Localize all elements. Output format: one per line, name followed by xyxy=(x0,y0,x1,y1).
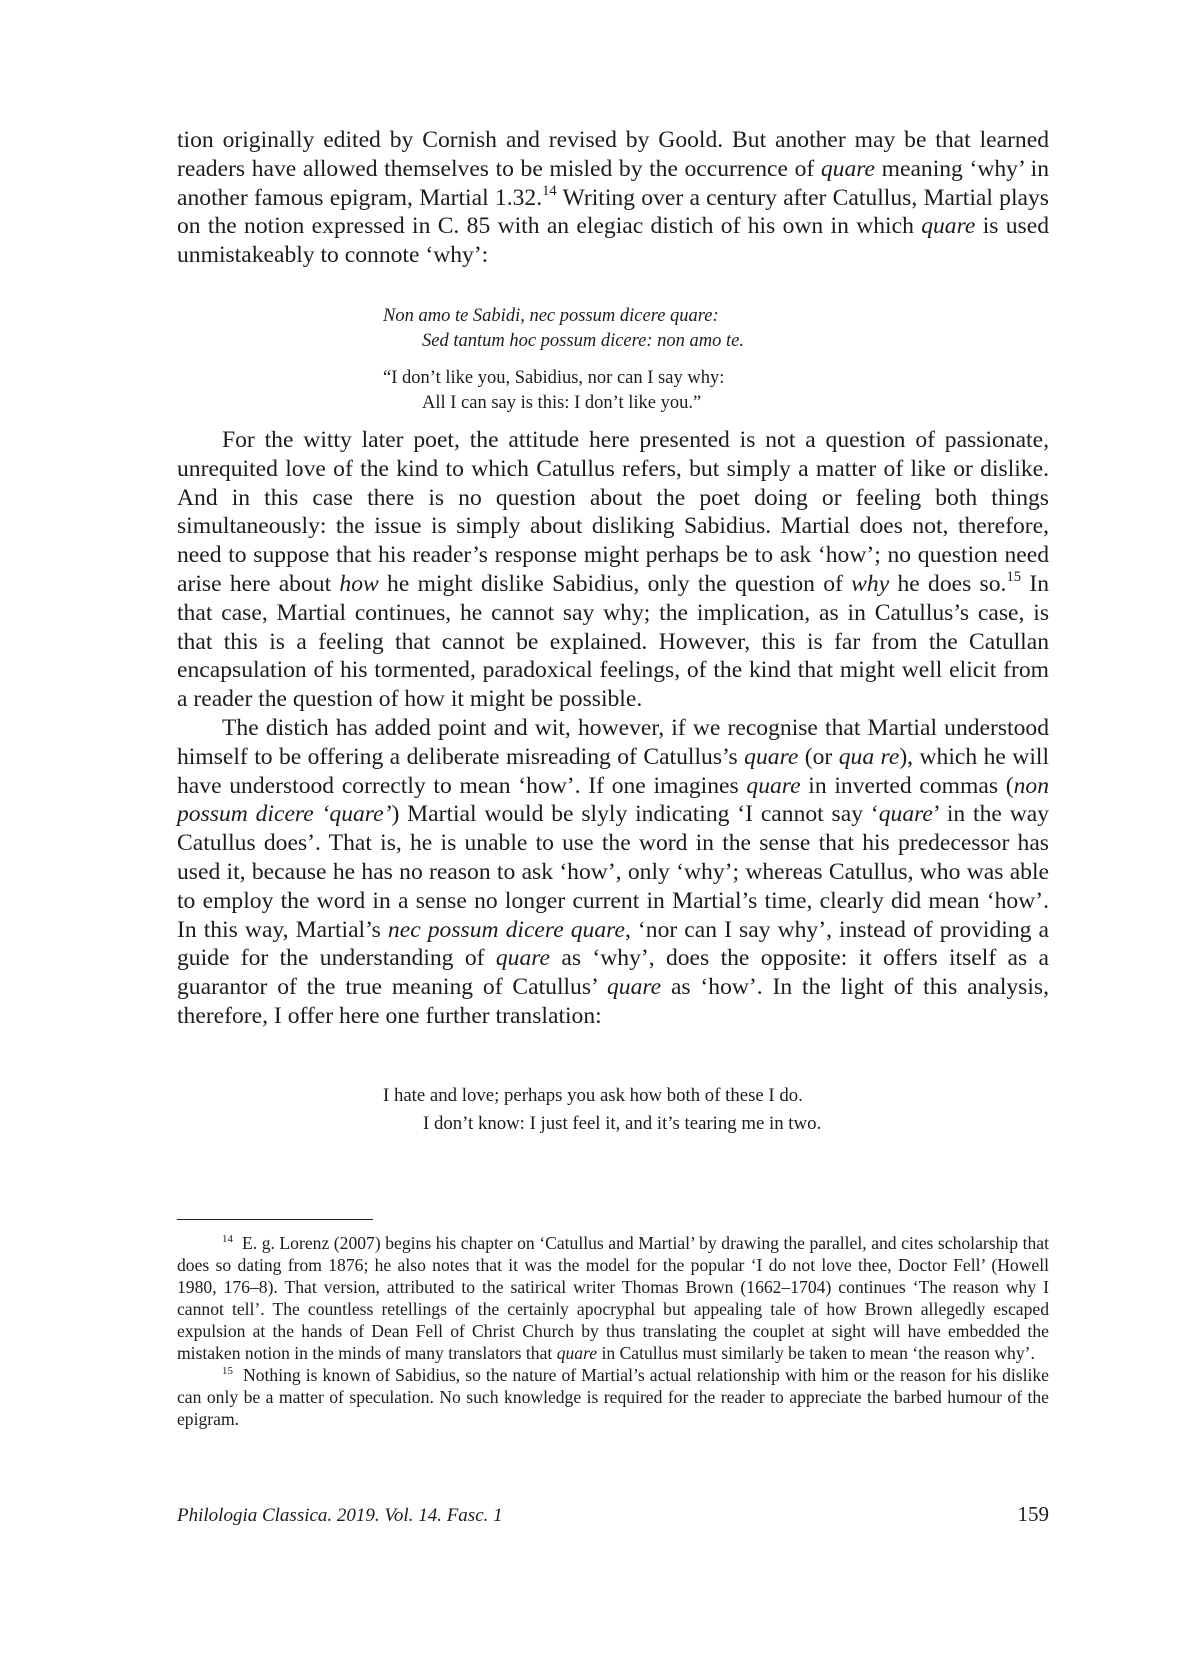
italic-term: quare xyxy=(744,743,799,770)
italic-term: how xyxy=(339,570,379,597)
text-run: For the witty later poet, the attitude here presented is not a question of passionate, unrequited love of the kind to which Catullus refers, but simply a matter of like or dislike. And in this case there is no question about the poet doing or feeling both things simultaneously: the issue is simply about disliking Sabidius. Martial does not, therefore, need to suppose that his reader’s response might perhaps be to ask ‘how’; no question need arise here about xyxy=(177,427,1049,597)
text-run: tion originally edited by Cornish and revised by Goold. But another may be that learned readers have allowed themselves to be misled by the occurrence of xyxy=(177,127,1049,182)
italic-term: quare xyxy=(606,974,662,1001)
footnote-15 xyxy=(177,1364,1049,1430)
text-run: meaning ‘why’ in another famous epigram, Martial 1.32. xyxy=(177,155,1050,211)
text-run: ’ in the way Catullus does’. That is, he is unable to use the word in the sense that his predecessor has used it, because he has no reason to ask ‘how’, only ‘why’; whereas Catullus, who was able to employ the word in a sense no longer current in Martial’s time, clearly did mean ‘how’. In this way, Martial’s xyxy=(177,801,1050,943)
verse-line-2: Sed tantum hoc possum dicere: non amo te. xyxy=(422,331,744,351)
verse-line-2: I don’t know: I just feel it, and it’s tearing me in two. xyxy=(423,1113,822,1134)
italic-term: qua re xyxy=(838,743,900,770)
footnote-ref-15[interactable]: 15 xyxy=(1006,569,1022,586)
text-run: In that case, Martial continues, he cannot say why; the implication, as in Catullus’s case, is that this is a feeling that cannot be explained. However, this is far from the Catullan encapsulation of his tormented, paradoxical feelings, of the kind that might well elicit from a reader the question of how it might be possible. xyxy=(177,570,1050,713)
journal-citation: Philologia Classica. 2019. Vol. 14. Fasc. 1 xyxy=(177,1505,503,1526)
italic-term: non possum dicere ‘quare’ xyxy=(177,772,1049,828)
text-run: he does so. xyxy=(889,570,1007,597)
main-text-top xyxy=(177,126,1049,270)
verse-line-2: All I can say is this: I don’t like you.” xyxy=(422,393,702,413)
footnote-ref-14[interactable]: 14 xyxy=(542,183,557,200)
italic-term: quare xyxy=(556,1343,598,1363)
text-run: E. g. Lorenz (2007) begins his chapter on ‘Catullus and Martial’ by drawing the parallel, and cites scholarship that does so dating from 1876; he also notes that it was the model for the popular ‘I do not love thee, Doctor Fell’ (Howell 1980, 176–8). That version, attributed to the satirical writer Thomas Brown (1662–1704) continues ‘The reason why I cannot tell’. The countless retellings of the certainly apocryphal but appealing tale of how Brown allegedly escaped expulsion at the hands of Dean Fell of Christ Church by thus translating the couplet at sight will have embedded the mistaken notion in the minds of many translators that xyxy=(177,1233,1049,1363)
verse-line-1: Non amo te Sabidi, nec possum dicere quare: xyxy=(383,306,719,326)
english-translation xyxy=(383,366,724,416)
paragraph-witty-poet xyxy=(177,426,1049,714)
paragraph-distich xyxy=(177,714,1049,1031)
text-run: ) Martial would be slyly indicating ‘I cannot say ‘ xyxy=(391,801,879,828)
latin-epigram xyxy=(383,304,744,354)
text-run: (or xyxy=(798,743,839,770)
text-run: Nothing is known of Sabidius, so the nature of Martial’s actual relationship with him or the reason for his dislike can only be a matter of speculation. No such knowledge is required for the reader to appreciate the barbed humour of the epigram. xyxy=(177,1365,1049,1429)
italic-term: quare xyxy=(746,772,801,799)
verse-line-1: “I don’t like you, Sabidius, nor can I say why: xyxy=(383,368,725,388)
text-run: Writing over a century after Catullus, Martial plays on the notion expressed in C. 85 with an elegiac distich of his own in which xyxy=(177,184,1049,240)
footnote-divider xyxy=(177,1219,373,1220)
text-run: he might dislike Sabidius, only the question of xyxy=(378,570,852,597)
footnote-14 xyxy=(177,1232,1049,1364)
verse-line-1: I hate and love; perhaps you ask how both of these I do. xyxy=(383,1085,803,1106)
italic-term: quare xyxy=(495,945,551,972)
text-run: The distich has added point and wit, however, if we recognise that Martial understood himself to be offering a deliberate misreading of Catullus’s xyxy=(177,714,1049,770)
text-run: is used unmistakeably to connote ‘why’: xyxy=(177,213,1049,269)
text-run: as ‘why’, does the opposite: it offers itself as a guarantor of the true meaning of Catullus’ xyxy=(177,945,1050,1001)
text-run: as ‘how’. In the light of this analysis, therefore, I offer here one further translation: xyxy=(177,974,1049,1029)
final-translation xyxy=(383,1082,821,1138)
footnote-number: 14 xyxy=(222,1233,233,1246)
italic-term: nec possum dicere quare xyxy=(387,916,625,943)
italic-term: quare xyxy=(878,801,933,828)
footnotes xyxy=(177,1232,1049,1430)
italic-term: why xyxy=(851,570,890,597)
page-number: 159 xyxy=(1017,1502,1049,1526)
text-run: , ‘nor can I say why’, instead of providing a guide for the understanding of xyxy=(177,916,1049,972)
footnote-number: 15 xyxy=(222,1365,233,1378)
text-run: ), which he will have understood correctly to mean ‘how’. If one imagines xyxy=(177,743,1050,799)
main-text-middle xyxy=(177,426,1049,1031)
paragraph-continued xyxy=(177,126,1049,270)
text-run: in inverted commas ( xyxy=(800,772,1014,799)
italic-term: quare xyxy=(820,155,876,182)
italic-term: quare xyxy=(921,213,976,240)
text-run: in Catullus must similarly be taken to mean ‘the reason why’. xyxy=(597,1343,1035,1363)
